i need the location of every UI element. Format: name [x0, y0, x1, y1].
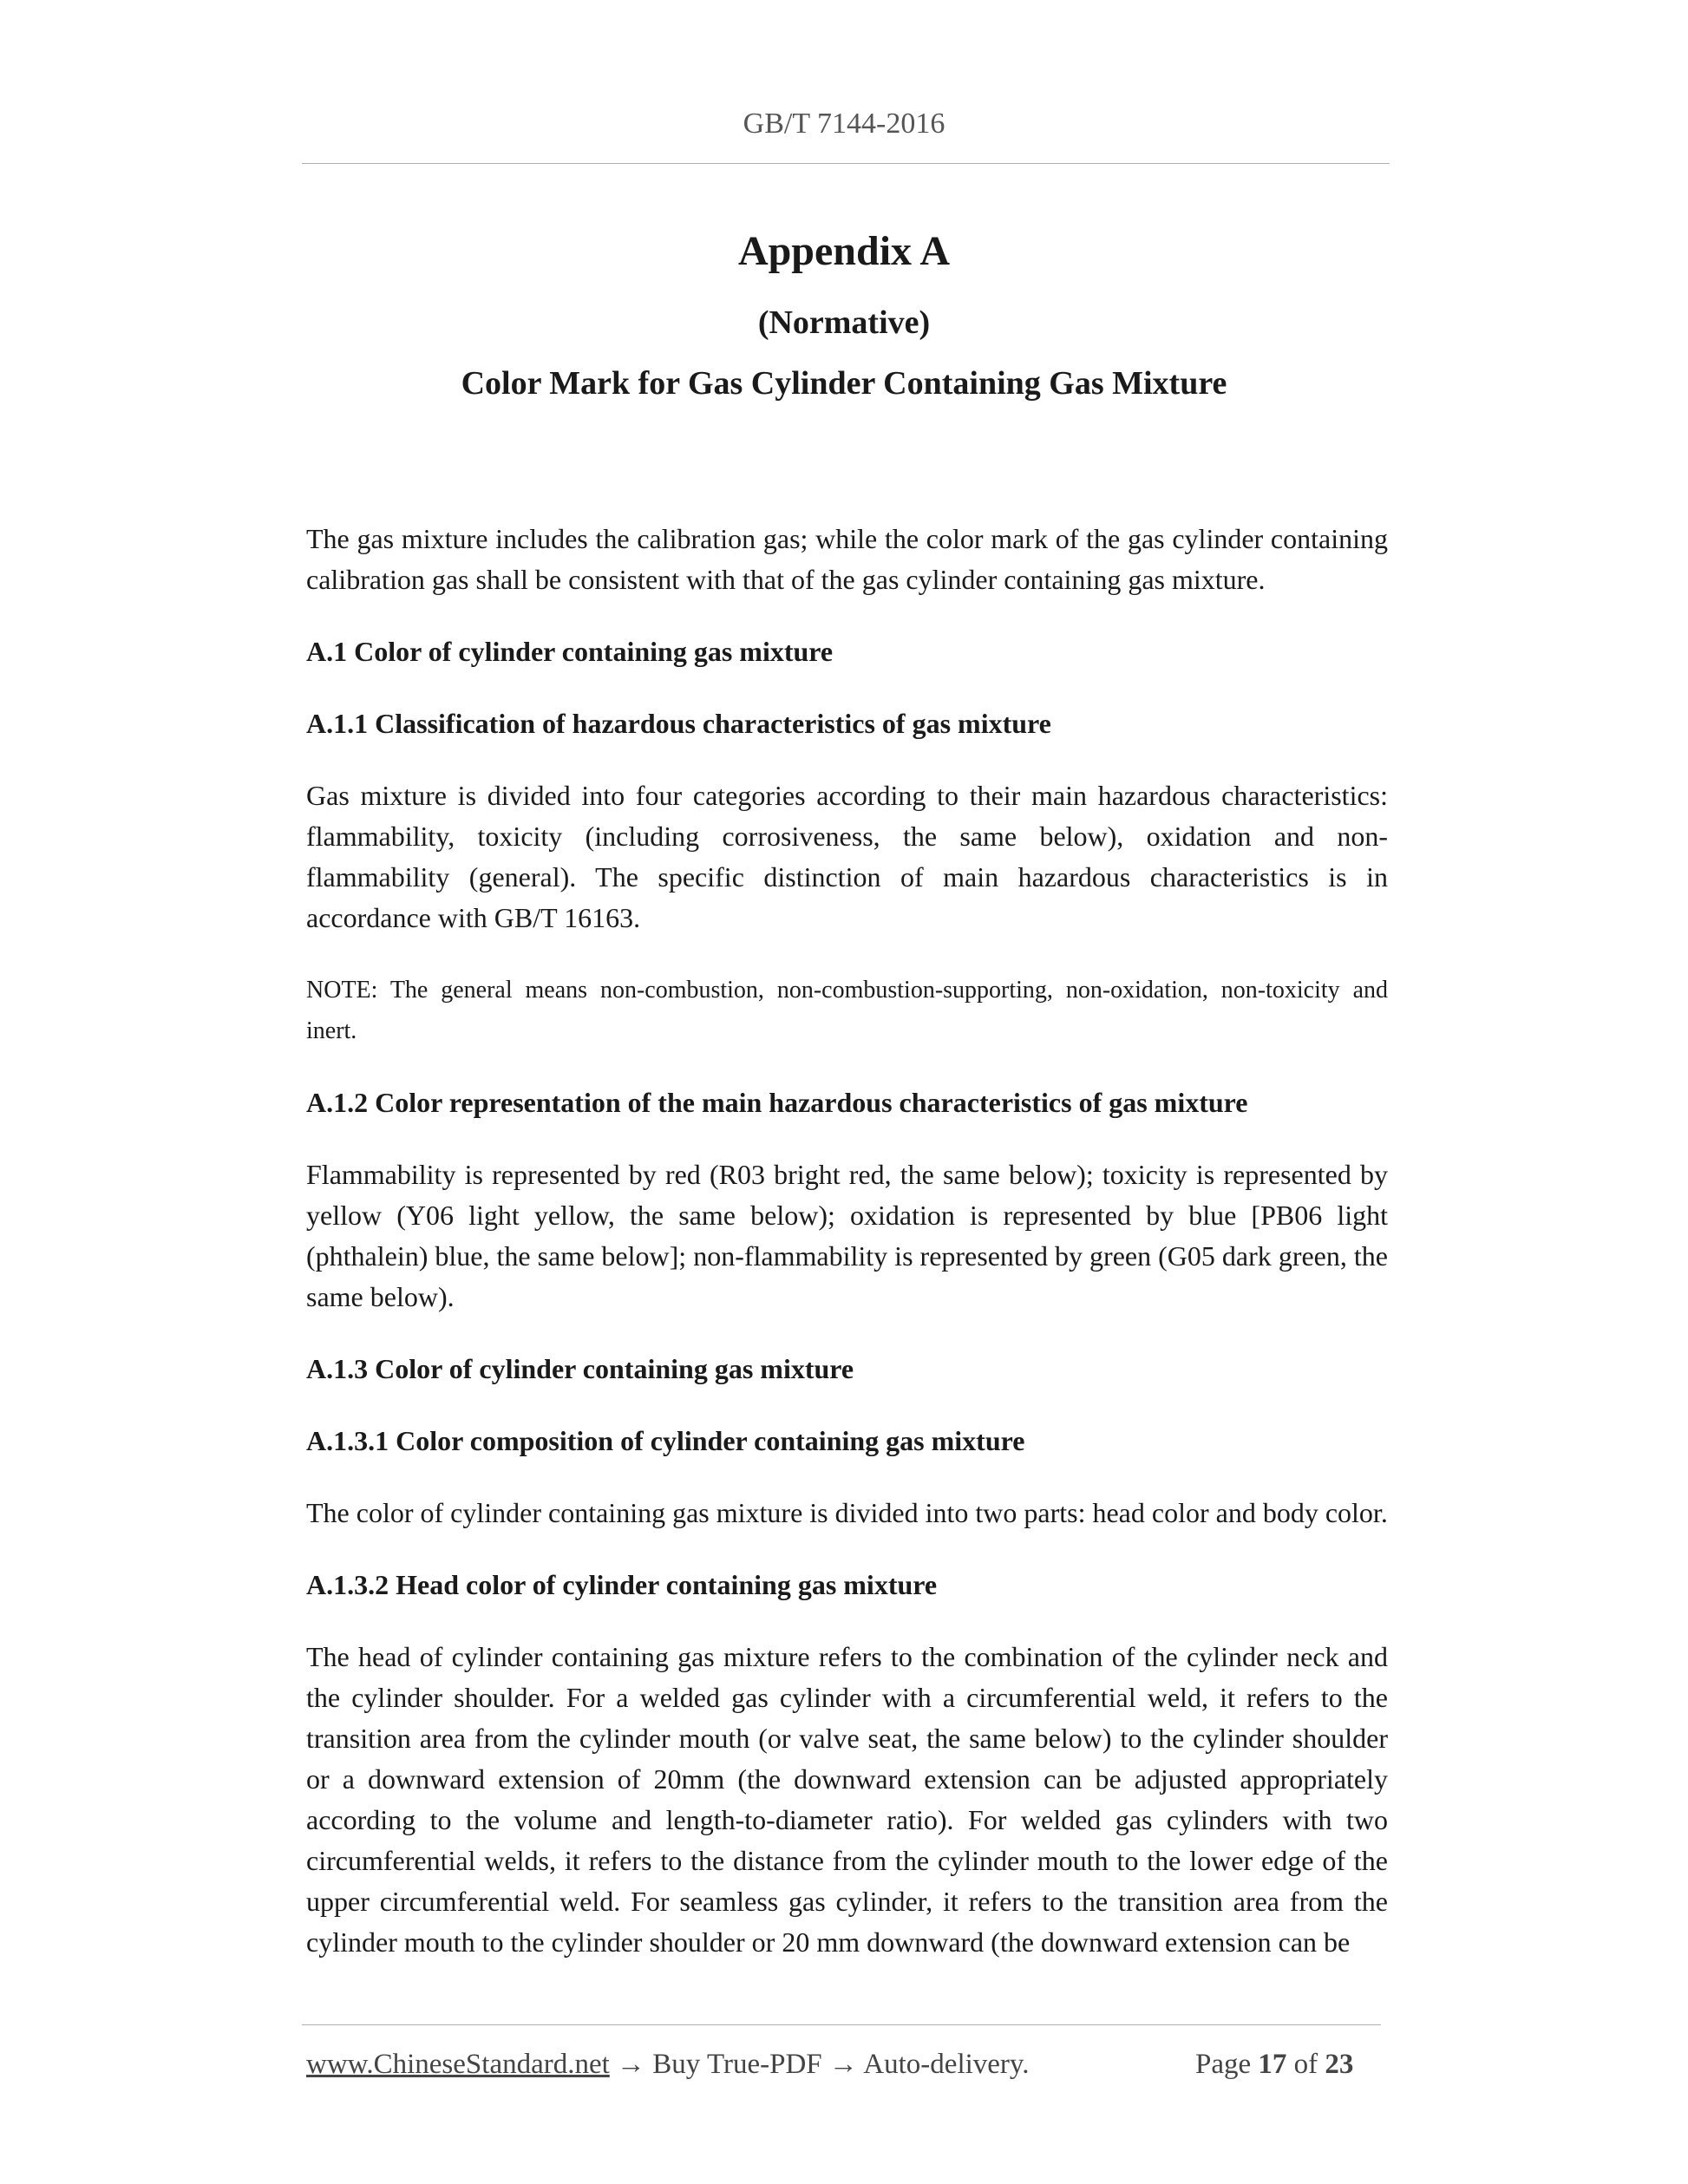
appendix-subject: Color Mark for Gas Cylinder Containing Gas Mixture [461, 365, 1227, 402]
header-divider [302, 163, 1390, 164]
page-indicator [1195, 2049, 1353, 2081]
paragraph-a1-2: Flammability is represented by red (R03 bright red, the same below); toxicity is represented by yellow (Y06 light yellow, the same below); oxidation is represented by blue [PB06 light (phthalein) blue, the same below]; non-flammability is represented by green (G05 dark green, the same below). [306, 1159, 1388, 1312]
document-header: GB/T 7144-2016 [743, 108, 945, 140]
note-paragraph: NOTE: The general means non-combustion, non-combustion-supporting, non-oxidation, non-toxicity and inert. [306, 977, 1388, 1044]
heading-a1-2: A.1.2 Color representation of the main hazardous characteristics of gas mixture [306, 1087, 1248, 1118]
footer-divider [302, 2024, 1381, 2025]
page-total: 23 [1325, 2049, 1354, 2080]
paragraph-a1-3-1: The color of cylinder containing gas mixture is divided into two parts: head color and body color. [306, 1497, 1388, 1528]
of-word: of [1293, 2049, 1318, 2080]
heading-a1: A.1 Color of cylinder containing gas mixture [306, 636, 834, 667]
promo-text: → Buy True-PDF → Auto-delivery. [609, 2049, 1030, 2080]
page-number: 17 [1258, 2049, 1287, 2080]
heading-a1-3-1: A.1.3.1 Color composition of cylinder containing gas mixture [306, 1425, 1025, 1456]
site-link[interactable]: www.ChineseStandard.net [306, 2049, 610, 2080]
document-body [306, 519, 1388, 1994]
footer-promo [306, 2049, 1030, 2081]
intro-paragraph: The gas mixture includes the calibration gas; while the color mark of the gas cylinder containing calibration gas shall be consistent with that of the gas cylinder containing gas mixture. [306, 523, 1388, 595]
heading-a1-1: A.1.1 Classification of hazardous characteristics of gas mixture [306, 708, 1051, 739]
heading-a1-3-2: A.1.3.2 Head color of cylinder containing gas mixture [306, 1569, 938, 1600]
page-word: Page [1195, 2049, 1252, 2080]
paragraph-a1-1: Gas mixture is divided into four categories according to their main hazardous characteristics: flammability, toxicity (including corrosiveness, the same below), oxidation and non-flammability (general). The specific distinction of main hazardous characteristics is in accordance with GB/T 16163. [306, 780, 1388, 933]
appendix-type: (Normative) [757, 304, 931, 341]
appendix-title: Appendix A [737, 228, 951, 274]
paragraph-a1-3-2: The head of cylinder containing gas mixture refers to the combination of the cylinder neck and the cylinder shoulder. For a welded gas cylinder with a circumferential weld, it refers to the transition area from the cylinder mouth (or valve seat, the same below) to the cylinder shoulder or a downward extension of 20mm (the downward extension can be adjusted appropriately according to the volume and length-to-diameter ratio). For welded gas cylinders with two circumferential welds, it refers to the distance from the cylinder mouth to the lower edge of the upper circumferential weld. For seamless gas cylinder, it refers to the transition area from the cylinder mouth to the cylinder shoulder or 20 mm downward (the downward extension can be [306, 1641, 1388, 1958]
heading-a1-3: A.1.3 Color of cylinder containing gas mixture [306, 1353, 854, 1384]
